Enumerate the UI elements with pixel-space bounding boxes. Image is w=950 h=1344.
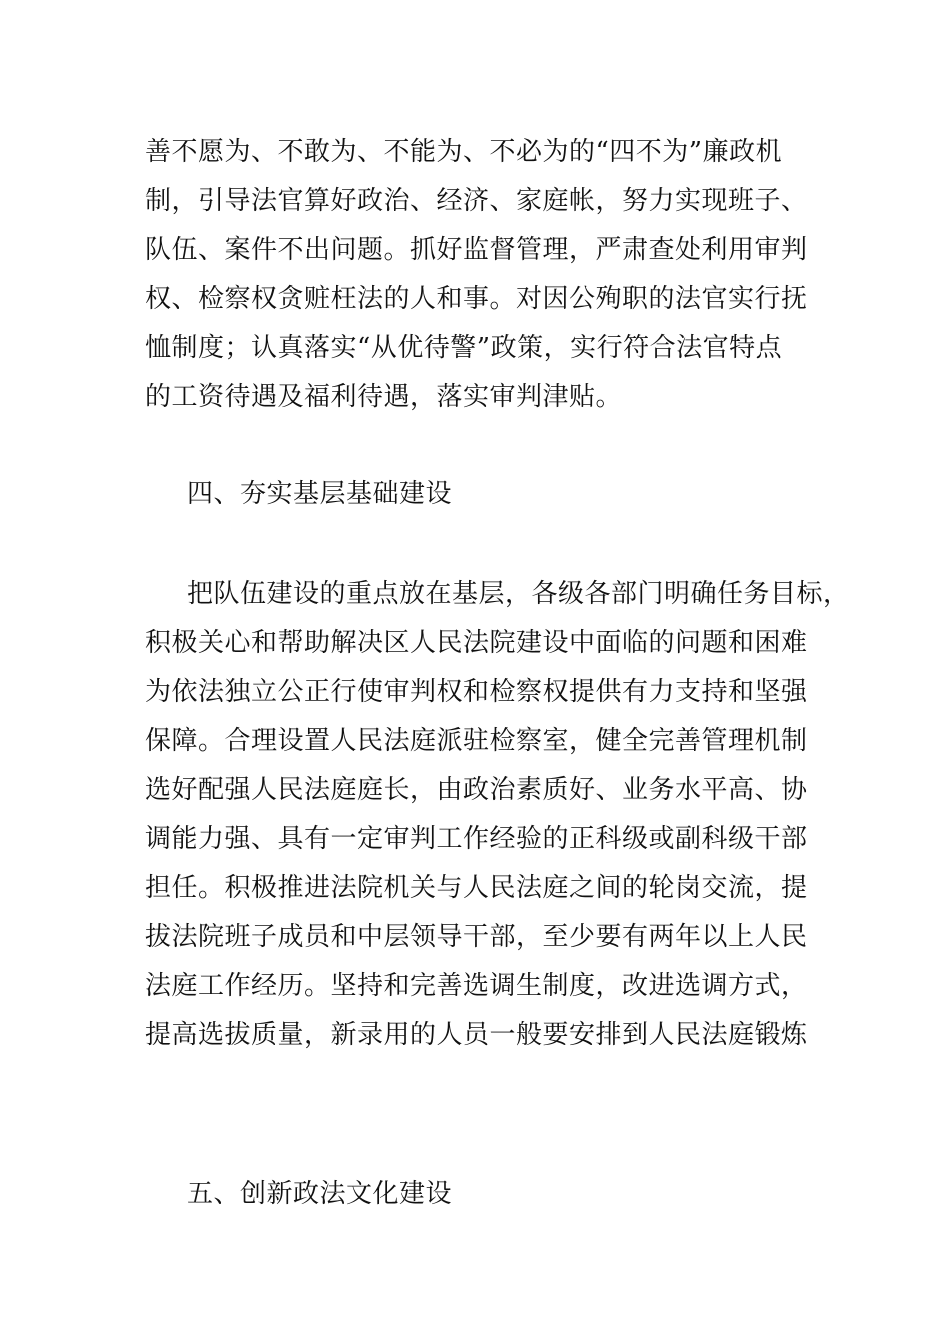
- paragraph-line: 法庭工作经历。坚持和完善选调生制度，改进选调方式，: [145, 971, 808, 1001]
- paragraph-line: 调能力强、具有一定审判工作经验的正科级或副科级干部: [145, 824, 808, 854]
- paragraph-line: 积极关心和帮助解决区人民法院建设中面临的问题和困难: [145, 628, 808, 658]
- paragraph-line: 为依法独立公正行使审判权和检察权提供有力支持和坚强: [145, 677, 808, 707]
- paragraph-line: 拔法院班子成员和中层领导干部，至少要有两年以上人民: [145, 922, 808, 952]
- paragraph-line: 恤制度；认真落实“从优待警”政策，实行符合法官特点: [145, 333, 783, 363]
- paragraph-line: 提高选拔质量，新录用的人员一般要安排到人民法庭锻炼: [145, 1020, 808, 1050]
- section-heading-5: 五、创新政法文化建设: [187, 1179, 453, 1209]
- paragraph-line: 担任。积极推进法院机关与人民法庭之间的轮岗交流，提: [145, 873, 808, 903]
- paragraph-line: 把队伍建设的重点放在基层，各级各部门明确任务目标，: [187, 579, 850, 609]
- paragraph-line: 保障。合理设置人民法庭派驻检察室，健全完善管理机制: [145, 726, 808, 756]
- paragraph-line: 队伍、案件不出问题。抓好监督管理，严肃查处利用审判: [145, 235, 808, 265]
- paragraph-line: 的工资待遇及福利待遇，落实审判津贴。: [145, 382, 623, 412]
- paragraph-line: 善不愿为、不敢为、不能为、不必为的“四不为”廉政机: [145, 137, 783, 167]
- section-heading-4: 四、夯实基层基础建设: [187, 479, 453, 509]
- paragraph-line: 选好配强人民法庭庭长，由政治素质好、业务水平高、协: [145, 775, 808, 805]
- paragraph-line: 制，引导法官算好政治、经济、家庭帐，努力实现班子、: [145, 186, 808, 216]
- paragraph-line: 权、检察权贪赃枉法的人和事。对因公殉职的法官实行抚: [145, 284, 808, 314]
